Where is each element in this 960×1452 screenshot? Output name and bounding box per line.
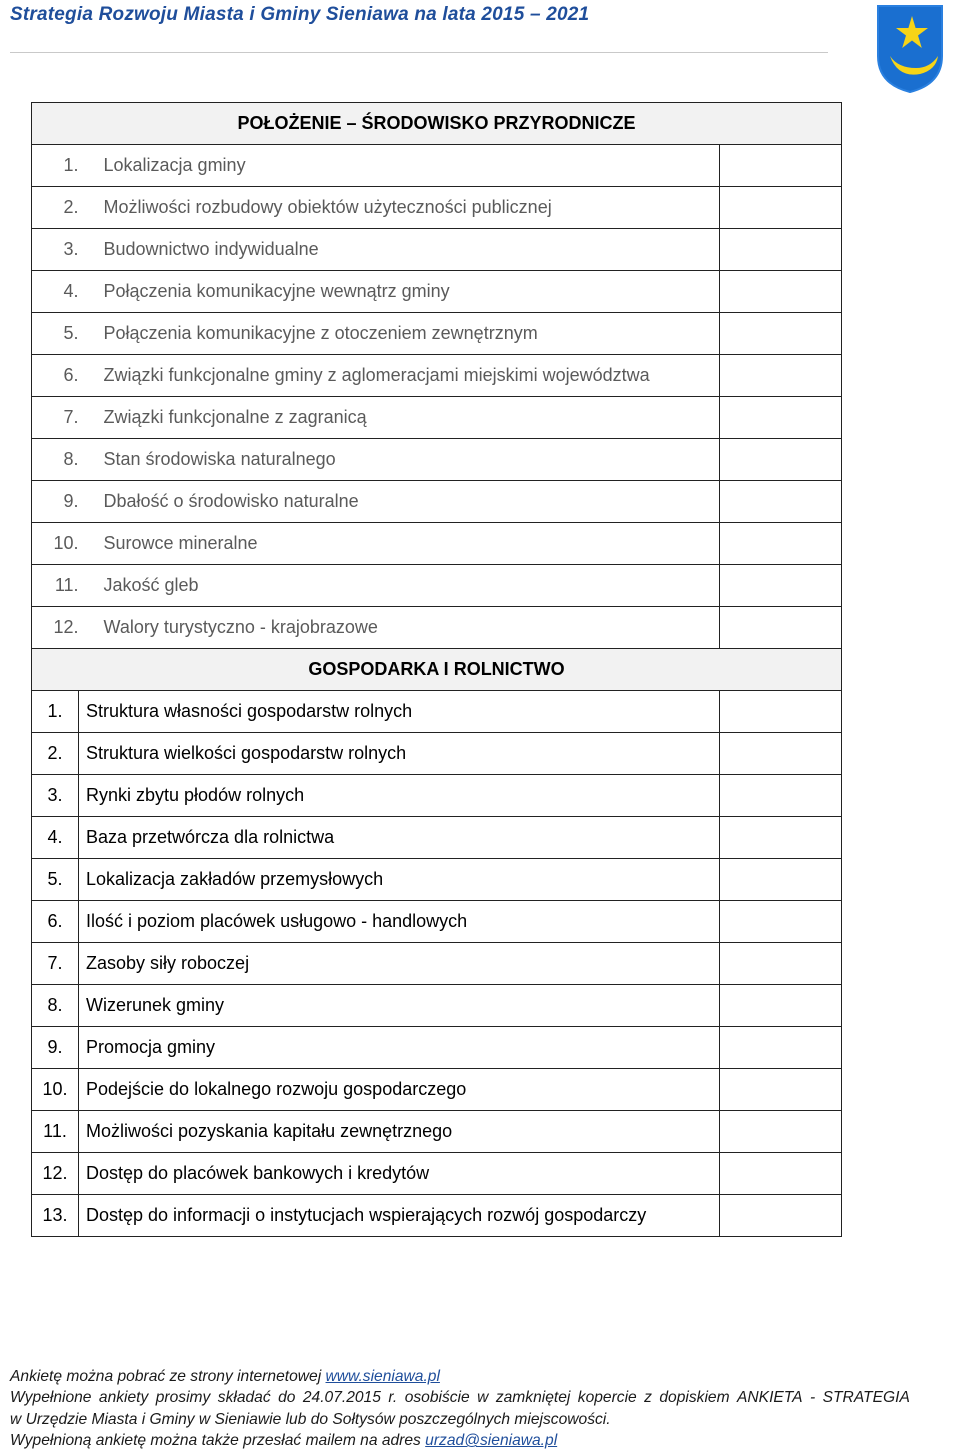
table-row [32,607,842,649]
item-number: 7. [32,943,79,985]
item-label: Możliwości pozyskania kapitału zewnętrznego [79,1111,720,1153]
header-divider [10,52,828,53]
table-row [32,1195,842,1237]
answer-cell[interactable] [720,481,842,523]
table-row [32,481,842,523]
item-label: Promocja gminy [79,1027,720,1069]
answer-cell[interactable] [720,565,842,607]
item-label: Struktura wielkości gospodarstw rolnych [79,733,720,775]
item-label: Możliwości rozbudowy obiektów użyteczności publicznej [79,187,720,229]
answer-cell[interactable] [720,187,842,229]
item-number: 4. [32,271,79,313]
footer-word: prosimy [155,1389,211,1407]
item-label: Baza przetwórcza dla rolnictwa [79,817,720,859]
item-number: 12. [32,607,79,649]
footer-word: r. [388,1389,398,1407]
footer-word: z [644,1389,652,1407]
table-row [32,187,842,229]
answer-cell[interactable] [720,985,842,1027]
item-label: Surowce mineralne [79,523,720,565]
table-row [32,1153,842,1195]
section-title-environment: POŁOŻENIE – ŚRODOWISKO PRZYRODNICZE [32,103,842,145]
footer-download-line [10,1366,910,1387]
footer-submit-line [10,1387,910,1408]
item-number: 1. [32,691,79,733]
item-label: Lokalizacja zakładów przemysłowych [79,859,720,901]
item-number: 12. [32,1153,79,1195]
item-number: 5. [32,859,79,901]
section-economy [32,649,842,1237]
item-label: Zasoby siły roboczej [79,943,720,985]
table-row [32,691,842,733]
footer-word: STRATEGIA [822,1389,910,1407]
footer-email-line [10,1430,910,1451]
footer-word: dopiskiem [659,1389,730,1407]
answer-cell[interactable] [720,733,842,775]
answer-cell[interactable] [720,1111,842,1153]
table-row [32,439,842,481]
footer-word: Wypełnione [10,1389,92,1407]
document-title: Strategia Rozwoju Miasta i Gminy Sieniawa na lata 2015 – 2021 [10,4,590,25]
website-link[interactable]: www.sieniawa.pl [325,1368,440,1385]
table-row [32,1111,842,1153]
answer-cell[interactable] [720,607,842,649]
item-label: Podejście do lokalnego rozwoju gospodarczego [79,1069,720,1111]
footer-word: składać [217,1389,271,1407]
answer-cell[interactable] [720,397,842,439]
answer-cell[interactable] [720,145,842,187]
answer-cell[interactable] [720,1153,842,1195]
footer-word: osobiście [404,1389,470,1407]
item-label: Stan środowiska naturalnego [79,439,720,481]
item-number: 3. [32,775,79,817]
table-row [32,901,842,943]
item-number: 10. [32,1069,79,1111]
item-number: 6. [32,355,79,397]
item-number: 1. [32,145,79,187]
answer-cell[interactable] [720,355,842,397]
coat-of-arms-icon [876,4,944,94]
table-row [32,859,842,901]
item-label: Ilość i poziom placówek usługowo - handlowych [79,901,720,943]
answer-cell[interactable] [720,817,842,859]
table-row [32,355,842,397]
item-number: 9. [32,1027,79,1069]
answer-cell[interactable] [720,943,842,985]
footer-word: w [477,1389,489,1407]
footer-download-text: Ankietę można pobrać ze strony internetowej [10,1368,326,1385]
item-number: 9. [32,481,79,523]
item-label: Dostęp do placówek bankowych i kredytów [79,1153,720,1195]
footer-word: do [278,1389,296,1407]
section-title-economy: GOSPODARKA I ROLNICTWO [32,649,842,691]
answer-cell[interactable] [720,313,842,355]
page-footer [10,1366,910,1452]
item-number: 5. [32,313,79,355]
table-row [32,733,842,775]
item-number: 11. [32,1111,79,1153]
item-label: Struktura własności gospodarstw rolnych [79,691,720,733]
item-label: Budownictwo indywidualne [79,229,720,271]
item-label: Połączenia komunikacyjne z otoczeniem zewnętrznym [79,313,720,355]
table-row [32,985,842,1027]
table-row [32,817,842,859]
section-environment [32,103,842,649]
email-link[interactable]: urzad@sieniawa.pl [425,1432,558,1450]
footer-word: kopercie [577,1389,637,1407]
table-row [32,145,842,187]
table-row [32,229,842,271]
table-row [32,397,842,439]
item-label: Rynki zbytu płodów rolnych [79,775,720,817]
item-number: 3. [32,229,79,271]
item-label: Dostęp do informacji o instytucjach wspierających rozwój gospodarczy [79,1195,720,1237]
item-number: 13. [32,1195,79,1237]
answer-cell[interactable] [720,1027,842,1069]
section-header-row [32,649,842,691]
answer-cell[interactable] [720,901,842,943]
answer-cell[interactable] [720,271,842,313]
item-label: Wizerunek gminy [79,985,720,1027]
item-label: Związki funkcjonalne gminy z aglomeracjami miejskimi województwa [79,355,720,397]
table-row [32,565,842,607]
footer-word: - [810,1389,816,1407]
section-header-row [32,103,842,145]
answer-cell[interactable] [720,1069,842,1111]
footer-word: ANKIETA [737,1389,803,1407]
footer-word: zamkniętej [495,1389,571,1407]
item-label: Połączenia komunikacyjne wewnątrz gminy [79,271,720,313]
footer-word: ankiety [98,1389,149,1407]
answer-cell[interactable] [720,1195,842,1237]
footer-office-line: w Urzędzie Miasta i Gminy w Sieniawie lub do Sołtysów poszczególnych miejscowości. [10,1410,611,1428]
answer-cell[interactable] [720,691,842,733]
survey-table [31,102,841,1237]
item-number: 2. [32,733,79,775]
item-label: Jakość gleb [79,565,720,607]
item-label: Walory turystyczno - krajobrazowe [79,607,720,649]
item-number: 7. [32,397,79,439]
table-row [32,523,842,565]
answer-cell[interactable] [720,229,842,271]
item-number: 4. [32,817,79,859]
answer-cell[interactable] [720,439,842,481]
table-row [32,775,842,817]
answer-cell[interactable] [720,775,842,817]
item-number: 8. [32,439,79,481]
item-label: Związki funkcjonalne z zagranicą [79,397,720,439]
item-label: Dbałość o środowisko naturalne [79,481,720,523]
answer-cell[interactable] [720,859,842,901]
item-label: Lokalizacja gminy [79,145,720,187]
table-row [32,1069,842,1111]
footer-email-text: Wypełnioną ankietę można także przesłać mailem na adres [10,1432,426,1450]
item-number: 2. [32,187,79,229]
item-number: 6. [32,901,79,943]
footer-word: 24.07.2015 [302,1389,381,1407]
item-number: 11. [32,565,79,607]
table-row [32,943,842,985]
item-number: 10. [32,523,79,565]
table-row [32,271,842,313]
table-row [32,313,842,355]
answer-cell[interactable] [720,523,842,565]
item-number: 8. [32,985,79,1027]
table-row [32,1027,842,1069]
